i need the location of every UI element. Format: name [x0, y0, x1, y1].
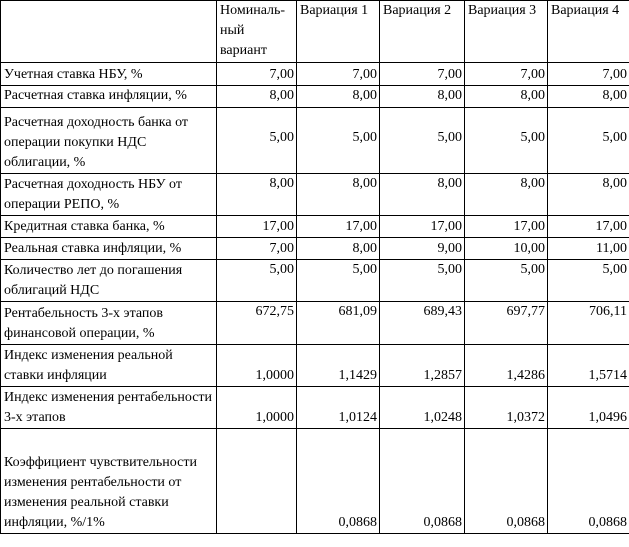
table-cell: 17,00 — [465, 216, 548, 238]
table-cell: 7,00 — [465, 63, 548, 86]
table-cell: 17,00 — [548, 216, 629, 238]
row-label: Индекс изменения рентабельности 3-х этапов — [1, 387, 217, 429]
header-cell-variation-1: Вариация 1 — [297, 1, 380, 63]
header-cell-variation-2: Вариация 2 — [380, 1, 465, 63]
table-row — [1, 86, 629, 108]
table-cell: 0,0868 — [297, 429, 380, 534]
table-row — [1, 63, 629, 86]
table-cell: 1,4286 — [465, 345, 548, 387]
table-row — [1, 302, 629, 345]
header-row — [1, 1, 629, 63]
table-cell: 7,00 — [297, 63, 380, 86]
table-cell: 5,00 — [297, 108, 380, 174]
table-cell: 9,00 — [380, 238, 465, 260]
row-label: Расчетная ставка инфляции, % — [1, 86, 217, 108]
table-cell: 1,0124 — [297, 387, 380, 429]
table-cell: 0,0868 — [380, 429, 465, 534]
table-cell: 17,00 — [217, 216, 297, 238]
table-row — [1, 174, 629, 216]
row-label: Рентабельность 3-х этапов финансовой операции, % — [1, 302, 217, 345]
table-cell: 5,00 — [297, 260, 380, 302]
table-cell: 1,0248 — [380, 387, 465, 429]
table-cell: 17,00 — [297, 216, 380, 238]
table-cell: 7,00 — [548, 63, 629, 86]
table-row — [1, 108, 629, 174]
header-cell-variation-4: Вариация 4 — [548, 1, 629, 63]
header-cell-variation-3: Вариация 3 — [465, 1, 548, 63]
table-cell: 8,00 — [465, 86, 548, 108]
row-label: Количество лет до погашения облигаций НДС — [1, 260, 217, 302]
table-cell: 17,00 — [380, 216, 465, 238]
table-cell — [217, 429, 297, 534]
table-cell: 7,00 — [217, 63, 297, 86]
table-row — [1, 216, 629, 238]
table-cell: 11,00 — [548, 238, 629, 260]
table-cell: 1,0000 — [217, 345, 297, 387]
table-cell: 5,00 — [465, 108, 548, 174]
table-cell: 1,0000 — [217, 387, 297, 429]
row-label: Индекс изменения реальной ставки инфляции — [1, 345, 217, 387]
row-label: Коэффициент чувствительности изменения рентабельности от изменения реальной ставки инфляции, %/1% — [1, 429, 217, 534]
table-cell: 8,00 — [465, 174, 548, 216]
table-cell: 5,00 — [217, 108, 297, 174]
table-cell: 1,0372 — [465, 387, 548, 429]
table-cell: 5,00 — [217, 260, 297, 302]
table-cell: 706,11 — [548, 302, 629, 345]
table-cell: 5,00 — [380, 260, 465, 302]
table-cell: 672,75 — [217, 302, 297, 345]
table-cell: 8,00 — [297, 174, 380, 216]
row-label: Расчетная доходность НБУ от операции РЕПО, % — [1, 174, 217, 216]
table-cell: 8,00 — [548, 86, 629, 108]
table-cell: 681,09 — [297, 302, 380, 345]
table-cell: 0,0868 — [548, 429, 629, 534]
table-cell: 5,00 — [548, 260, 629, 302]
table-cell: 8,00 — [380, 86, 465, 108]
table-cell: 1,1429 — [297, 345, 380, 387]
table-cell: 8,00 — [548, 174, 629, 216]
row-label: Учетная ставка НБУ, % — [1, 63, 217, 86]
table-cell: 0,0868 — [465, 429, 548, 534]
row-label: Расчетная доходность банка от операции покупки НДС облигации, % — [1, 108, 217, 174]
table-row — [1, 260, 629, 302]
row-label: Реальная ставка инфляции, % — [1, 238, 217, 260]
table-cell: 10,00 — [465, 238, 548, 260]
table-row — [1, 345, 629, 387]
table-row — [1, 387, 629, 429]
table-cell: 1,0496 — [548, 387, 629, 429]
table-cell: 5,00 — [548, 108, 629, 174]
table-cell: 1,5714 — [548, 345, 629, 387]
table-cell: 7,00 — [217, 238, 297, 260]
table-cell: 5,00 — [465, 260, 548, 302]
row-label: Кредитная ставка банка, % — [1, 216, 217, 238]
table-cell: 8,00 — [217, 86, 297, 108]
table-cell: 1,2857 — [380, 345, 465, 387]
table-cell: 5,00 — [380, 108, 465, 174]
header-cell-nominal: Номиналь-ный вариант — [217, 1, 297, 63]
table-cell: 8,00 — [217, 174, 297, 216]
table-cell: 8,00 — [380, 174, 465, 216]
table-cell: 8,00 — [297, 238, 380, 260]
table-cell: 697,77 — [465, 302, 548, 345]
table-row — [1, 238, 629, 260]
table-cell: 8,00 — [297, 86, 380, 108]
table-cell: 689,43 — [380, 302, 465, 345]
table-row — [1, 429, 629, 534]
table-cell: 7,00 — [380, 63, 465, 86]
header-cell-empty — [1, 1, 217, 63]
